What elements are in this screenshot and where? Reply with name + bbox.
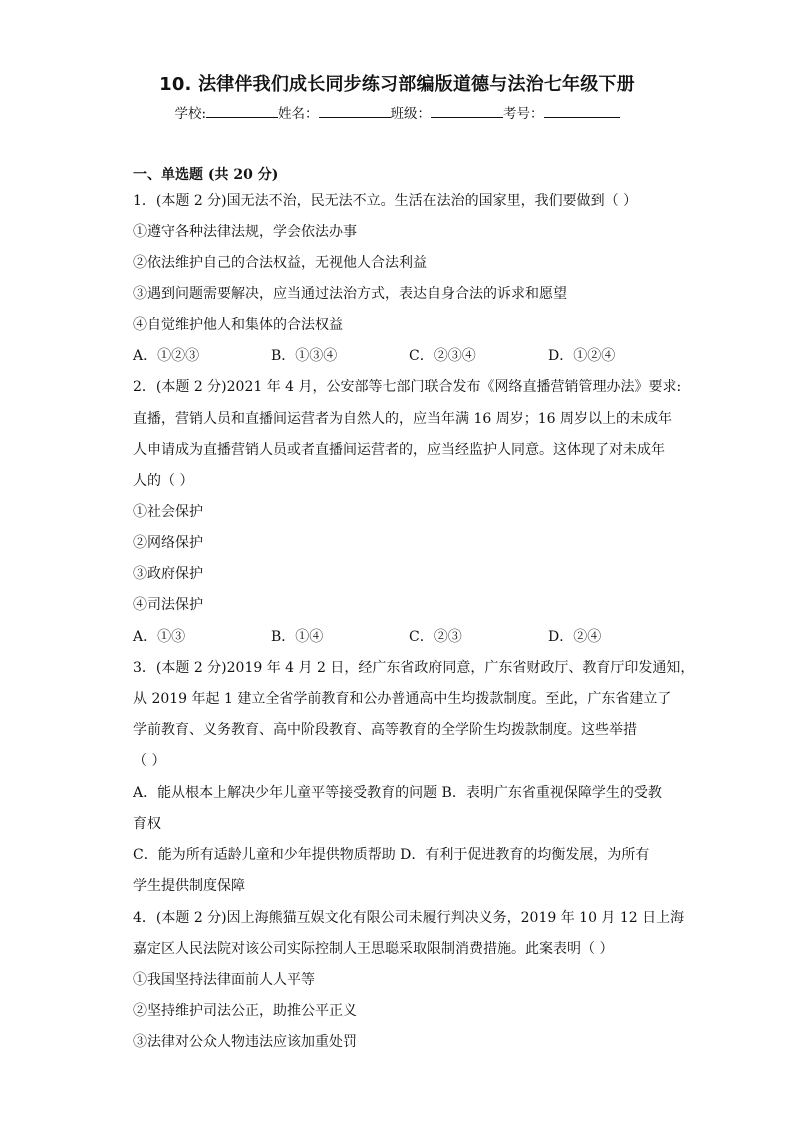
question-1-option-c[interactable]: C．②③④ bbox=[409, 348, 476, 364]
name-label: 姓名： bbox=[278, 106, 319, 122]
question-2-statement: ①社会保护 bbox=[133, 504, 203, 520]
question-3-options-ab[interactable]: A．能从根本上解决少年儿童平等接受教育的问题 B．表明广东省重视保障学生的受教 bbox=[133, 785, 662, 801]
question-2-option-b[interactable]: B．①④ bbox=[271, 629, 324, 645]
question-2-option-a[interactable]: A．①③ bbox=[133, 629, 186, 645]
question-2-stem: 直播，营销人员和直播间运营者为自然人的，应当年满 16 周岁；16 周岁以上的未成年 bbox=[133, 411, 672, 427]
school-label: 学校: bbox=[174, 106, 207, 122]
section-title: 一、单选题 (共 20 分) bbox=[133, 167, 279, 183]
school-blank[interactable] bbox=[206, 103, 278, 118]
question-4-statement: ③法律对公众人物违法应该加重处罚 bbox=[133, 1034, 357, 1050]
question-3-stem: （ ） bbox=[133, 753, 166, 769]
question-3-options-cd[interactable]: C．能为所有适龄儿童和少年提供物质帮助 D．有利于促进教育的均衡发展，为所有 bbox=[133, 847, 650, 863]
document-title: 10. 法律伴我们成长同步练习部编版道德与法治七年级下册 bbox=[159, 74, 635, 95]
name-blank[interactable] bbox=[319, 103, 391, 118]
exam-no-label: 考号： bbox=[503, 106, 544, 122]
question-1-statement: ①遵守各种法律法规，学会依法办事 bbox=[133, 224, 357, 240]
question-4-stem: 嘉定区人民法院对该公司实际控制人王思聪采取限制消费措施。此案表明（ ） bbox=[133, 941, 614, 957]
student-info-row bbox=[0, 102, 794, 122]
question-3-stem: 从 2019 年起 1 建立全省学前教育和公办普通高中生均拨款制度。至此，广东省建立了 bbox=[133, 691, 672, 707]
exam-no-blank[interactable] bbox=[544, 103, 620, 118]
question-1-stem: 1．(本题 2 分)国无法不治，民无法不立。生活在法治的国家里，我们要做到（ ） bbox=[133, 193, 638, 209]
question-1-option-a[interactable]: A．①②③ bbox=[133, 348, 200, 364]
question-4-statement: ①我国坚持法律面前人人平等 bbox=[133, 972, 315, 988]
question-3-stem: 3．(本题 2 分)2019 年 4 月 2 日，经广东省政府同意，广东省财政厅、教育厅印发通知， bbox=[133, 660, 695, 676]
class-label: 班级： bbox=[390, 106, 432, 122]
question-3-stem: 学前教育、义务教育、高中阶段教育、高等教育的全学阶生均拨款制度。这些举措 bbox=[133, 722, 637, 738]
question-2-option-d[interactable]: D．②④ bbox=[548, 629, 602, 645]
question-2-statement: ②网络保护 bbox=[133, 535, 203, 551]
question-4-statement: ②坚持维护司法公正，助推公平正义 bbox=[133, 1003, 357, 1019]
question-4-stem: 4．(本题 2 分)因上海熊猫互娱文化有限公司未履行判决义务，2019 年 10 月 12 日上海 bbox=[133, 910, 685, 926]
question-1-statement: ②依法维护自己的合法权益，无视他人合法利益 bbox=[133, 255, 427, 271]
question-1-option-d[interactable]: D．①②④ bbox=[548, 348, 616, 364]
question-3-options-cd-cont: 学生提供制度保障 bbox=[133, 878, 245, 894]
question-1-option-b[interactable]: B．①③④ bbox=[271, 348, 338, 364]
question-2-stem: 人申请成为直播营销人员或者直播间运营者的，应当经监护人同意。这体现了对未成年 bbox=[133, 442, 665, 458]
question-2-statement: ③政府保护 bbox=[133, 566, 203, 582]
question-1-statement: ③遇到问题需要解决，应当通过法治方式，表达自身合法的诉求和愿望 bbox=[133, 286, 567, 302]
question-3-options-ab-cont: 育权 bbox=[133, 816, 161, 832]
question-2-stem: 2．(本题 2 分)2021 年 4 月，公安部等七部门联合发布《网络直播营销管理办法》要求: bbox=[133, 379, 682, 395]
question-2-statement: ④司法保护 bbox=[133, 597, 203, 613]
question-2-option-c[interactable]: C．②③ bbox=[409, 629, 462, 645]
class-blank[interactable] bbox=[431, 103, 503, 118]
question-1-statement: ④自觉维护他人和集体的合法权益 bbox=[133, 317, 343, 333]
question-2-stem: 人的（ ） bbox=[133, 473, 194, 489]
